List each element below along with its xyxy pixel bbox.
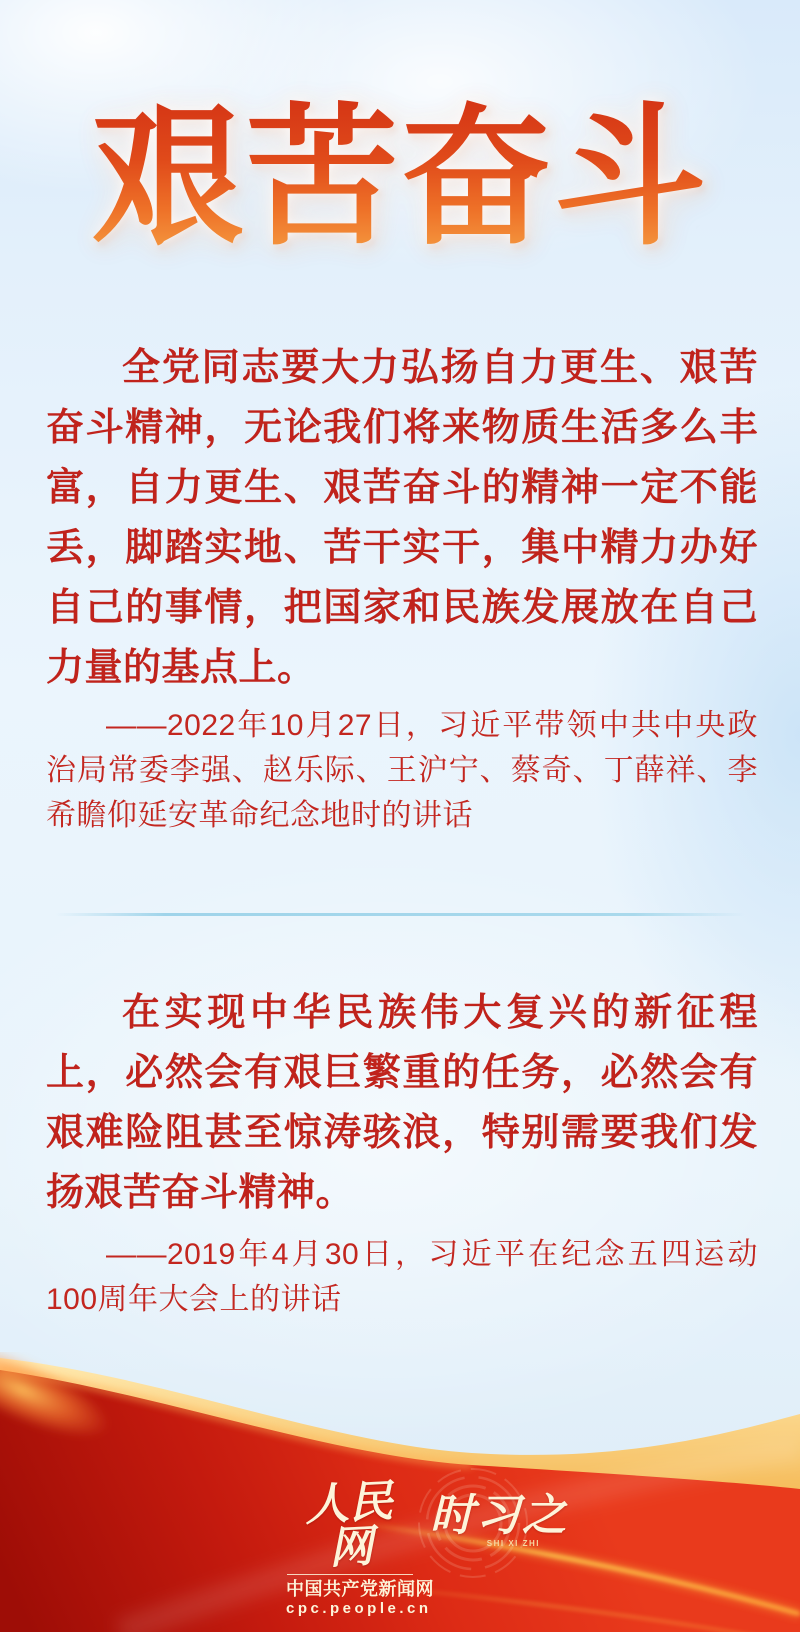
shixizhi-logo: [430, 1491, 568, 1548]
logo-divider-line: [287, 1574, 413, 1575]
cpc-news-site-url: cpc.people.cn: [286, 1600, 432, 1617]
shixizhi-pinyin: SHI XI ZHI: [486, 1539, 540, 1548]
quote-2-attribution: ——2019年4月30日，习近平在纪念五四运动100周年大会上的讲话: [46, 1238, 758, 1316]
shixizhi-wordmark: 时习之: [430, 1491, 568, 1540]
poster-title: 艰苦奋斗: [0, 96, 800, 263]
footer-ribbon: [0, 1352, 800, 1632]
quote-2-text: 在实现中华民族伟大复兴的新征程上，必然会有艰巨繁重的任务，必然会有艰难险阻甚至惊涛骇浪，特别需要我们发扬艰苦奋斗精神。: [46, 992, 758, 1214]
quote-1-attribution: ——2022年10月27日，习近平带领中共中央政治局常委李强、赵乐际、王沪宁、蔡奇、丁薛祥、李希瞻仰延安革命纪念地时的讲话: [46, 709, 758, 832]
quote-1-text: 全党同志要大力弘扬自力更生、艰苦奋斗精神，无论我们将来物质生活多么丰富，自力更生、艰苦奋斗的精神一定不能丢，脚踏实地、苦干实干，集中精力办好自己的事情，把国家和民族发展放在自己力量的基点上。: [46, 347, 758, 689]
cpc-news-site-name: 中国共产党新闻网: [286, 1579, 434, 1599]
peoples-daily-logo: [286, 1476, 434, 1617]
section-divider: [55, 913, 745, 916]
peoples-daily-wordmark: 人民网: [303, 1476, 395, 1574]
